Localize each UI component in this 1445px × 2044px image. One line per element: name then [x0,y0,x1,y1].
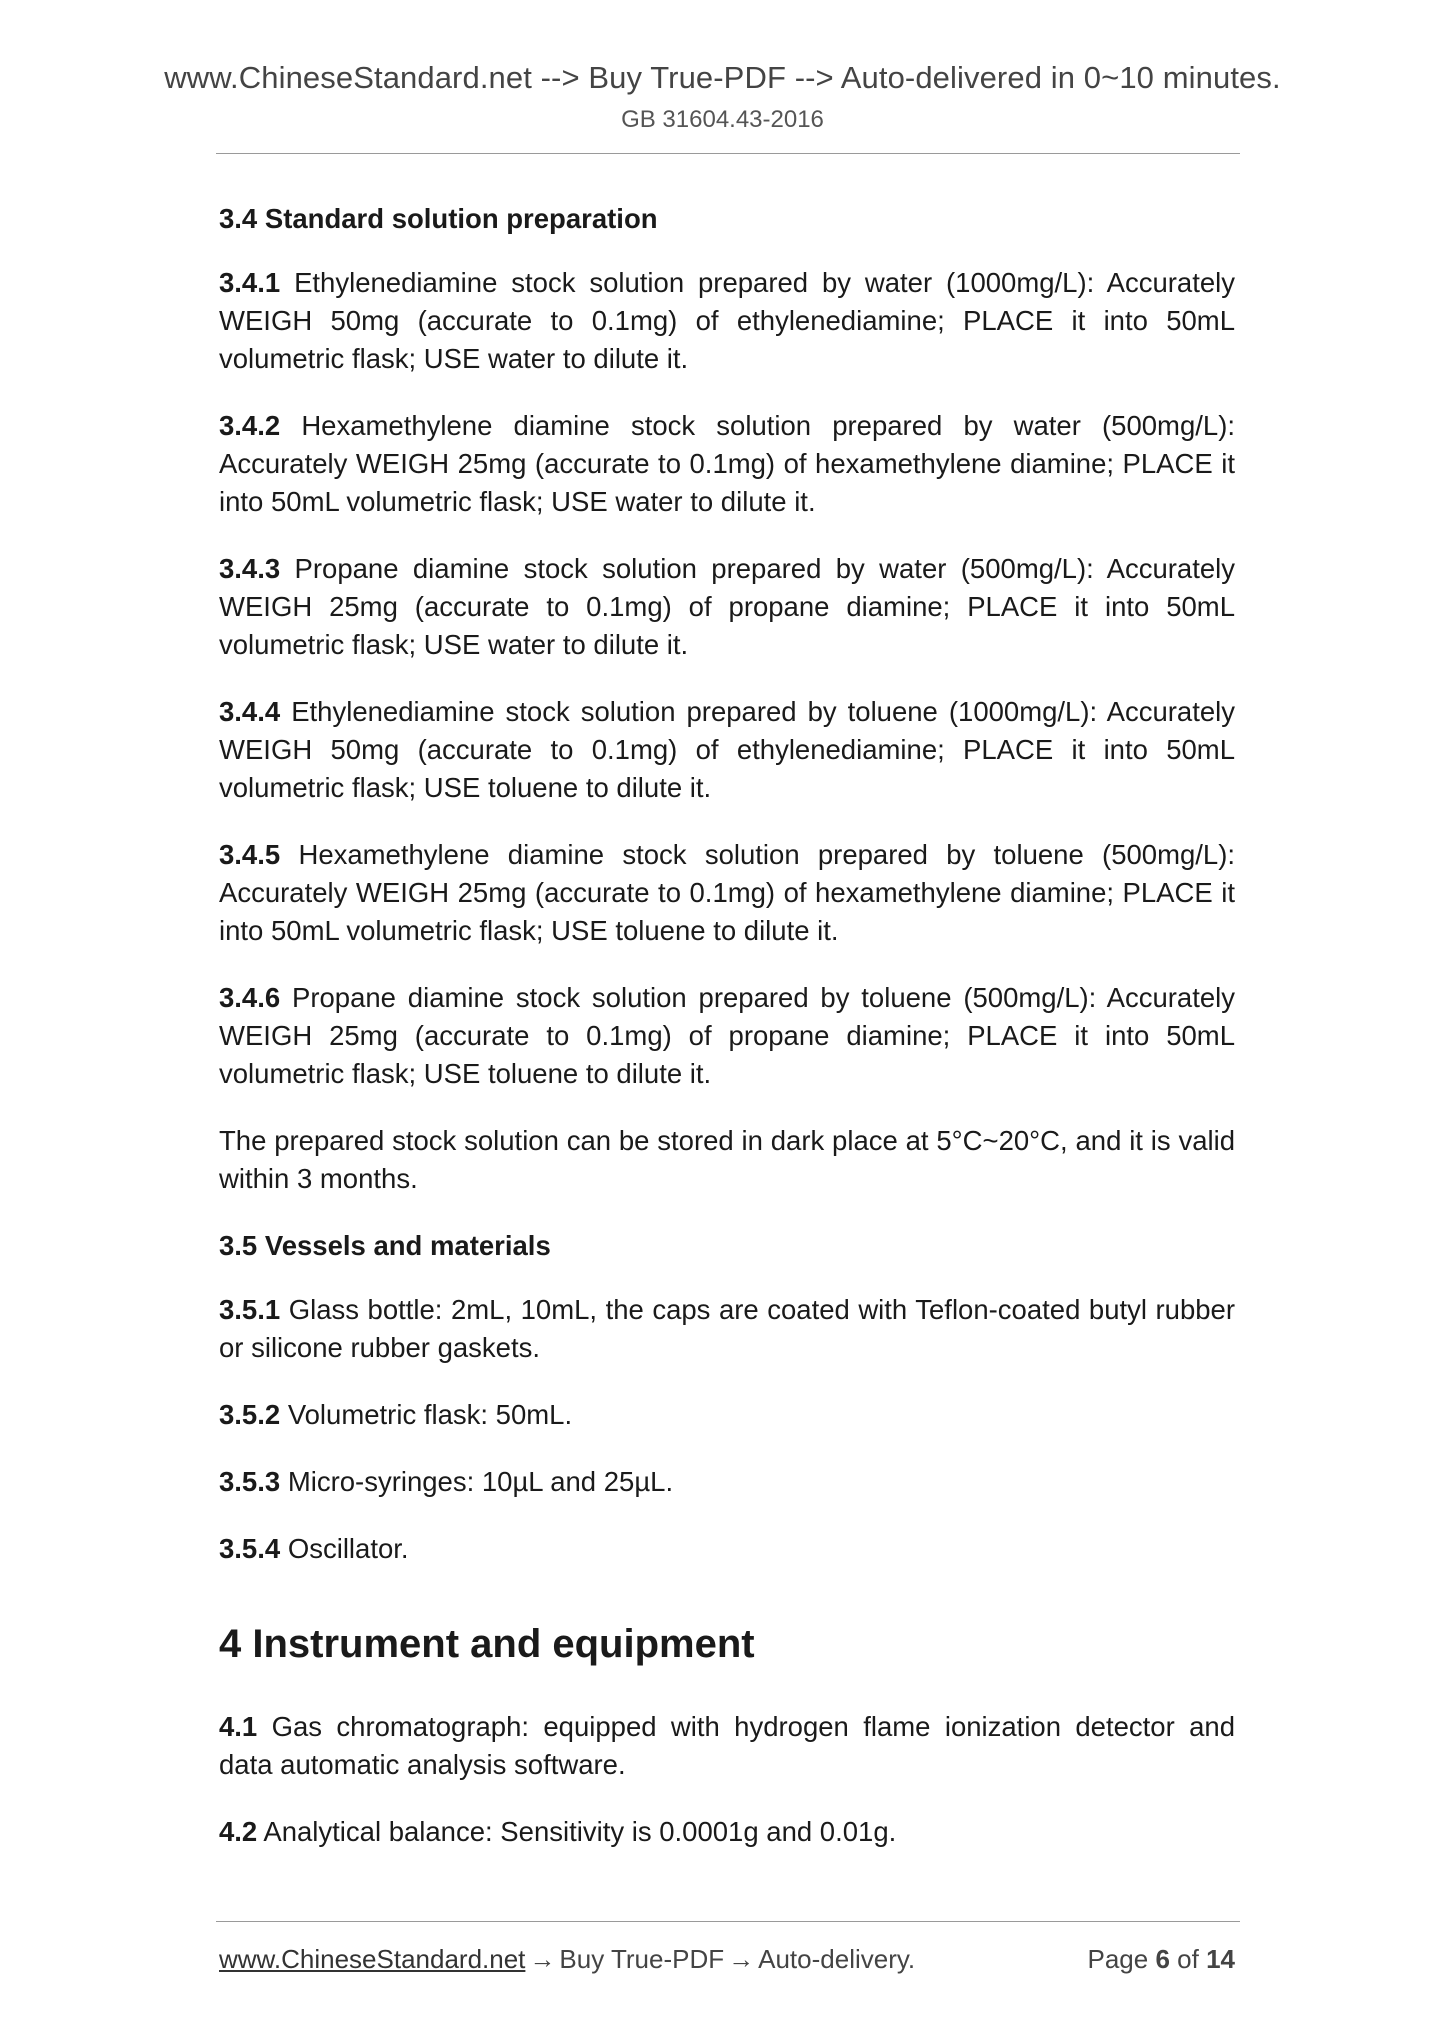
clause-number: 3.5.1 [219,1294,281,1325]
chapter-title-4: 4 Instrument and equipment [219,1622,755,1666]
clause-text: Glass bottle: 2mL, 10mL, the caps are coated with Teflon-coated butyl rubber or silicone rubber gaskets. [219,1294,1236,1363]
clause-number: 4.1 [219,1711,258,1742]
clause-text: Analytical balance: Sensitivity is 0.0001g and 0.01g. [263,1816,897,1847]
clause-3-5-1 [219,1291,1235,1367]
clause-3-4-2 [219,407,1235,521]
clause-number: 3.5.2 [219,1399,281,1430]
clause-number: 3.5.3 [219,1466,281,1497]
clause-3-5-3 [219,1463,1235,1501]
clause-number: 3.5.4 [219,1533,281,1564]
clause-text: Ethylenediamine stock solution prepared by water (1000mg/L): Accurately WEIGH 50mg (accurate to 0.1mg) of ethylenediamine; PLACE it into 50mL volumetric flask; USE water to dilute it. [219,267,1235,374]
clause-3-4-6 [219,979,1235,1093]
of-label: of [1177,1944,1199,1974]
page-indicator [1087,1941,1235,1977]
clause-number: 3.4.2 [219,410,281,441]
clause-3-4-5 [219,836,1235,950]
clause-text: Gas chromatograph: equipped with hydrogen flame ionization detector and data automatic analysis software. [219,1711,1235,1780]
page-footer [219,1941,1235,1977]
footer-divider [216,1921,1240,1922]
clause-3-4-3 [219,550,1235,664]
footer-delivery-text: Auto-delivery. [758,1944,916,1974]
clause-3-5-2 [219,1396,1235,1434]
clause-number: 3.4.1 [219,267,281,298]
document-body [219,200,1235,1880]
clause-4-1 [219,1708,1235,1784]
footer-buy-text: Buy True-PDF [559,1944,725,1974]
clause-number: 3.4.3 [219,553,281,584]
clause-number: 3.4.6 [219,982,281,1013]
arrow-right-icon: → [529,1944,556,1974]
arrow-right-icon: → [728,1944,755,1974]
clause-text: Propane diamine stock solution prepared by water (500mg/L): Accurately WEIGH 25mg (accurate to 0.1mg) of propane diamine; PLACE it into 50mL volumetric flask; USE water to dilute it. [219,553,1235,660]
clause-number: 4.2 [219,1816,258,1847]
header-divider [216,153,1240,154]
clause-number: 3.4.4 [219,696,281,727]
header-banner: www.ChineseStandard.net --> Buy True-PDF --> Auto-delivered in 0~10 minutes. [164,60,1281,95]
section-title-3-4: 3.4 Standard solution preparation [219,203,658,234]
clause-text: Micro-syringes: 10µL and 25µL. [287,1466,674,1497]
clause-text: Propane diamine stock solution prepared by toluene (500mg/L): Accurately WEIGH 25mg (accurate to 0.1mg) of propane diamine; PLACE it into 50mL volumetric flask; USE toluene to dilute it. [219,982,1235,1089]
clause-3-4-4 [219,693,1235,807]
page-total: 14 [1206,1944,1235,1974]
section-title-3-5: 3.5 Vessels and materials [219,1230,551,1261]
clause-number: 3.4.5 [219,839,281,870]
clause-3-4-1 [219,264,1235,378]
clause-3-5-4 [219,1530,1235,1568]
storage-note: The prepared stock solution can be stored in dark place at 5°C~20°C, and it is valid within 3 months. [219,1125,1235,1194]
clause-text: Hexamethylene diamine stock solution prepared by water (500mg/L): Accurately WEIGH 25mg (accurate to 0.1mg) of hexamethylene diamine; PLACE it into 50mL volumetric flask; USE water to dilute it. [219,410,1235,517]
clause-4-2 [219,1813,1235,1851]
standard-id: GB 31604.43-2016 [621,106,824,133]
page-number: 6 [1155,1944,1170,1974]
clause-text: Volumetric flask: 50mL. [287,1399,573,1430]
footer-site-link[interactable]: www.ChineseStandard.net [219,1944,526,1974]
clause-text: Oscillator. [287,1533,409,1564]
page-label: Page [1087,1944,1149,1974]
clause-text: Hexamethylene diamine stock solution prepared by toluene (500mg/L): Accurately WEIGH 25mg (accurate to 0.1mg) of hexamethylene diamine; PLACE it into 50mL volumetric flask; USE toluene to dilute it. [219,839,1236,946]
clause-text: Ethylenediamine stock solution prepared by toluene (1000mg/L): Accurately WEIGH 50mg (accurate to 0.1mg) of ethylenediamine; PLACE it into 50mL volumetric flask; USE toluene to dilute it. [219,696,1236,803]
